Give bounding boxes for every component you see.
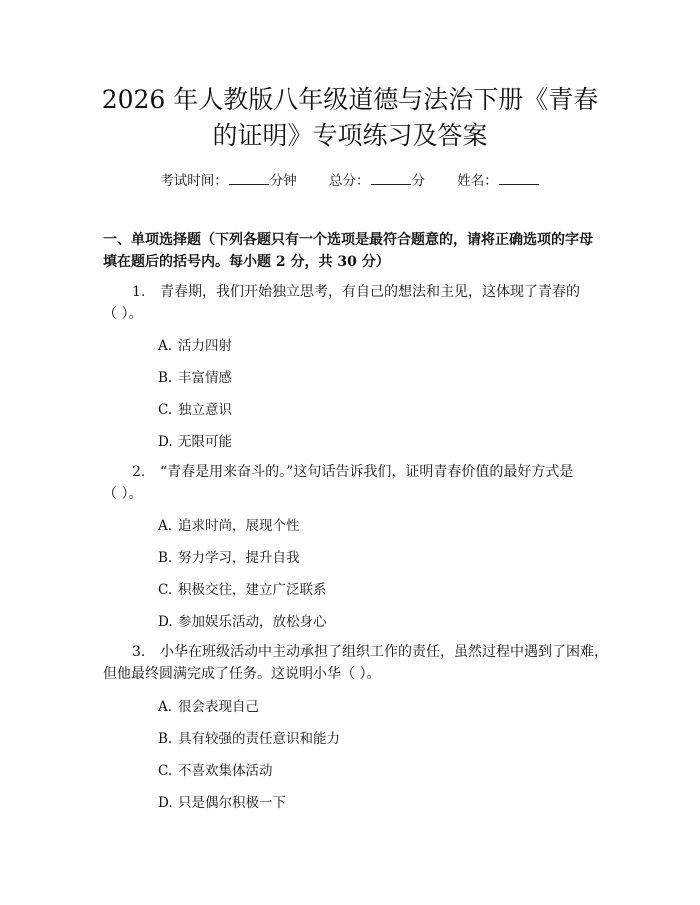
option-letter: B. [158, 550, 173, 566]
option-text: 追求时尚，展现个性 [178, 518, 300, 534]
total-score-unit: 分 [411, 173, 425, 189]
exam-info-row [0, 169, 700, 189]
option-letter: B. [158, 370, 173, 386]
question-1-number: 1. [132, 284, 146, 300]
exam-time-label: 考试时间： [160, 173, 228, 189]
option-letter: A. [158, 518, 173, 534]
document-title-line-2: 的证明》专项练习及答案 [212, 121, 488, 150]
option-text: 不喜欢集体活动 [178, 763, 273, 779]
question-3-number: 3. [132, 644, 146, 660]
question-2-option-c [158, 578, 327, 598]
question-1-option-d [158, 430, 232, 450]
total-score-label: 总分： [329, 173, 370, 189]
option-text: 很会表现自己 [178, 699, 259, 715]
total-score-blank [371, 172, 411, 185]
question-1-text-line-1: 青春期，我们开始独立思考，有自己的想法和主见，这体现了青春的 [160, 284, 580, 300]
question-2-option-a [158, 514, 300, 534]
question-3-option-d [158, 791, 286, 811]
option-text: 无限可能 [178, 434, 232, 450]
option-letter: C. [158, 763, 173, 779]
question-3-option-a [158, 695, 259, 715]
question-1-stem [132, 281, 580, 301]
option-text: 只是偶尔积极一下 [178, 795, 286, 811]
question-1-option-b [158, 366, 232, 386]
question-2-stem [132, 461, 573, 481]
student-name-blank [499, 172, 539, 185]
question-2-text-line-2: （ ）。 [103, 486, 143, 502]
question-3-option-c [158, 759, 273, 779]
total-score-field [329, 173, 429, 189]
option-text: 努力学习，提升自我 [178, 550, 300, 566]
student-name-label: 姓名： [457, 173, 498, 189]
option-text: 积极交往，建立广泛联系 [178, 582, 327, 598]
option-letter: D. [158, 795, 173, 811]
option-text: 具有较强的责任意识和能力 [178, 731, 340, 747]
question-1-option-c [158, 398, 232, 418]
option-text: 独立意识 [178, 402, 232, 418]
option-letter: A. [158, 699, 173, 715]
question-3-text-line-1: 小华在班级活动中主动承担了组织工作的责任，虽然过程中遇到了困难， [160, 644, 608, 660]
document-title-line-1: 2026 年人教版八年级道德与法治下册《青春 [101, 85, 599, 114]
option-letter: C. [158, 582, 173, 598]
question-3-option-b [158, 727, 340, 747]
option-text: 参加娱乐活动，放松身心 [178, 614, 327, 630]
question-2-text-line-1: “青春是用来奋斗的。”这句话告诉我们，证明青春价值的最好方式是 [160, 464, 574, 480]
question-1-text-line-2: （ ）。 [103, 306, 143, 322]
option-text: 活力四射 [178, 338, 232, 354]
question-1-option-a [158, 334, 232, 354]
option-letter: B. [158, 731, 173, 747]
exam-time-blank [229, 172, 269, 185]
option-letter: D. [158, 434, 173, 450]
exam-time-field [160, 173, 301, 189]
question-2-number: 2. [132, 464, 146, 480]
option-letter: D. [158, 614, 173, 630]
question-3-stem [132, 641, 608, 661]
question-2-option-b [158, 546, 300, 566]
option-text: 丰富情感 [178, 370, 232, 386]
question-2-option-d [158, 610, 327, 630]
option-letter: C. [158, 402, 173, 418]
question-3-text-line-2: 但他最终圆满完成了任务。这说明小华（ ）。 [103, 666, 381, 682]
student-name-field [457, 173, 540, 189]
exam-time-unit: 分钟 [269, 173, 297, 189]
section-heading-line-1: 一、单项选择题（下列各题只有一个选项是最符合题意的，请将正确选项的字母 [103, 232, 593, 248]
option-letter: A. [158, 338, 173, 354]
section-heading-line-2: 填在题后的括号内。每小题 2 分，共 30 分） [103, 254, 390, 270]
